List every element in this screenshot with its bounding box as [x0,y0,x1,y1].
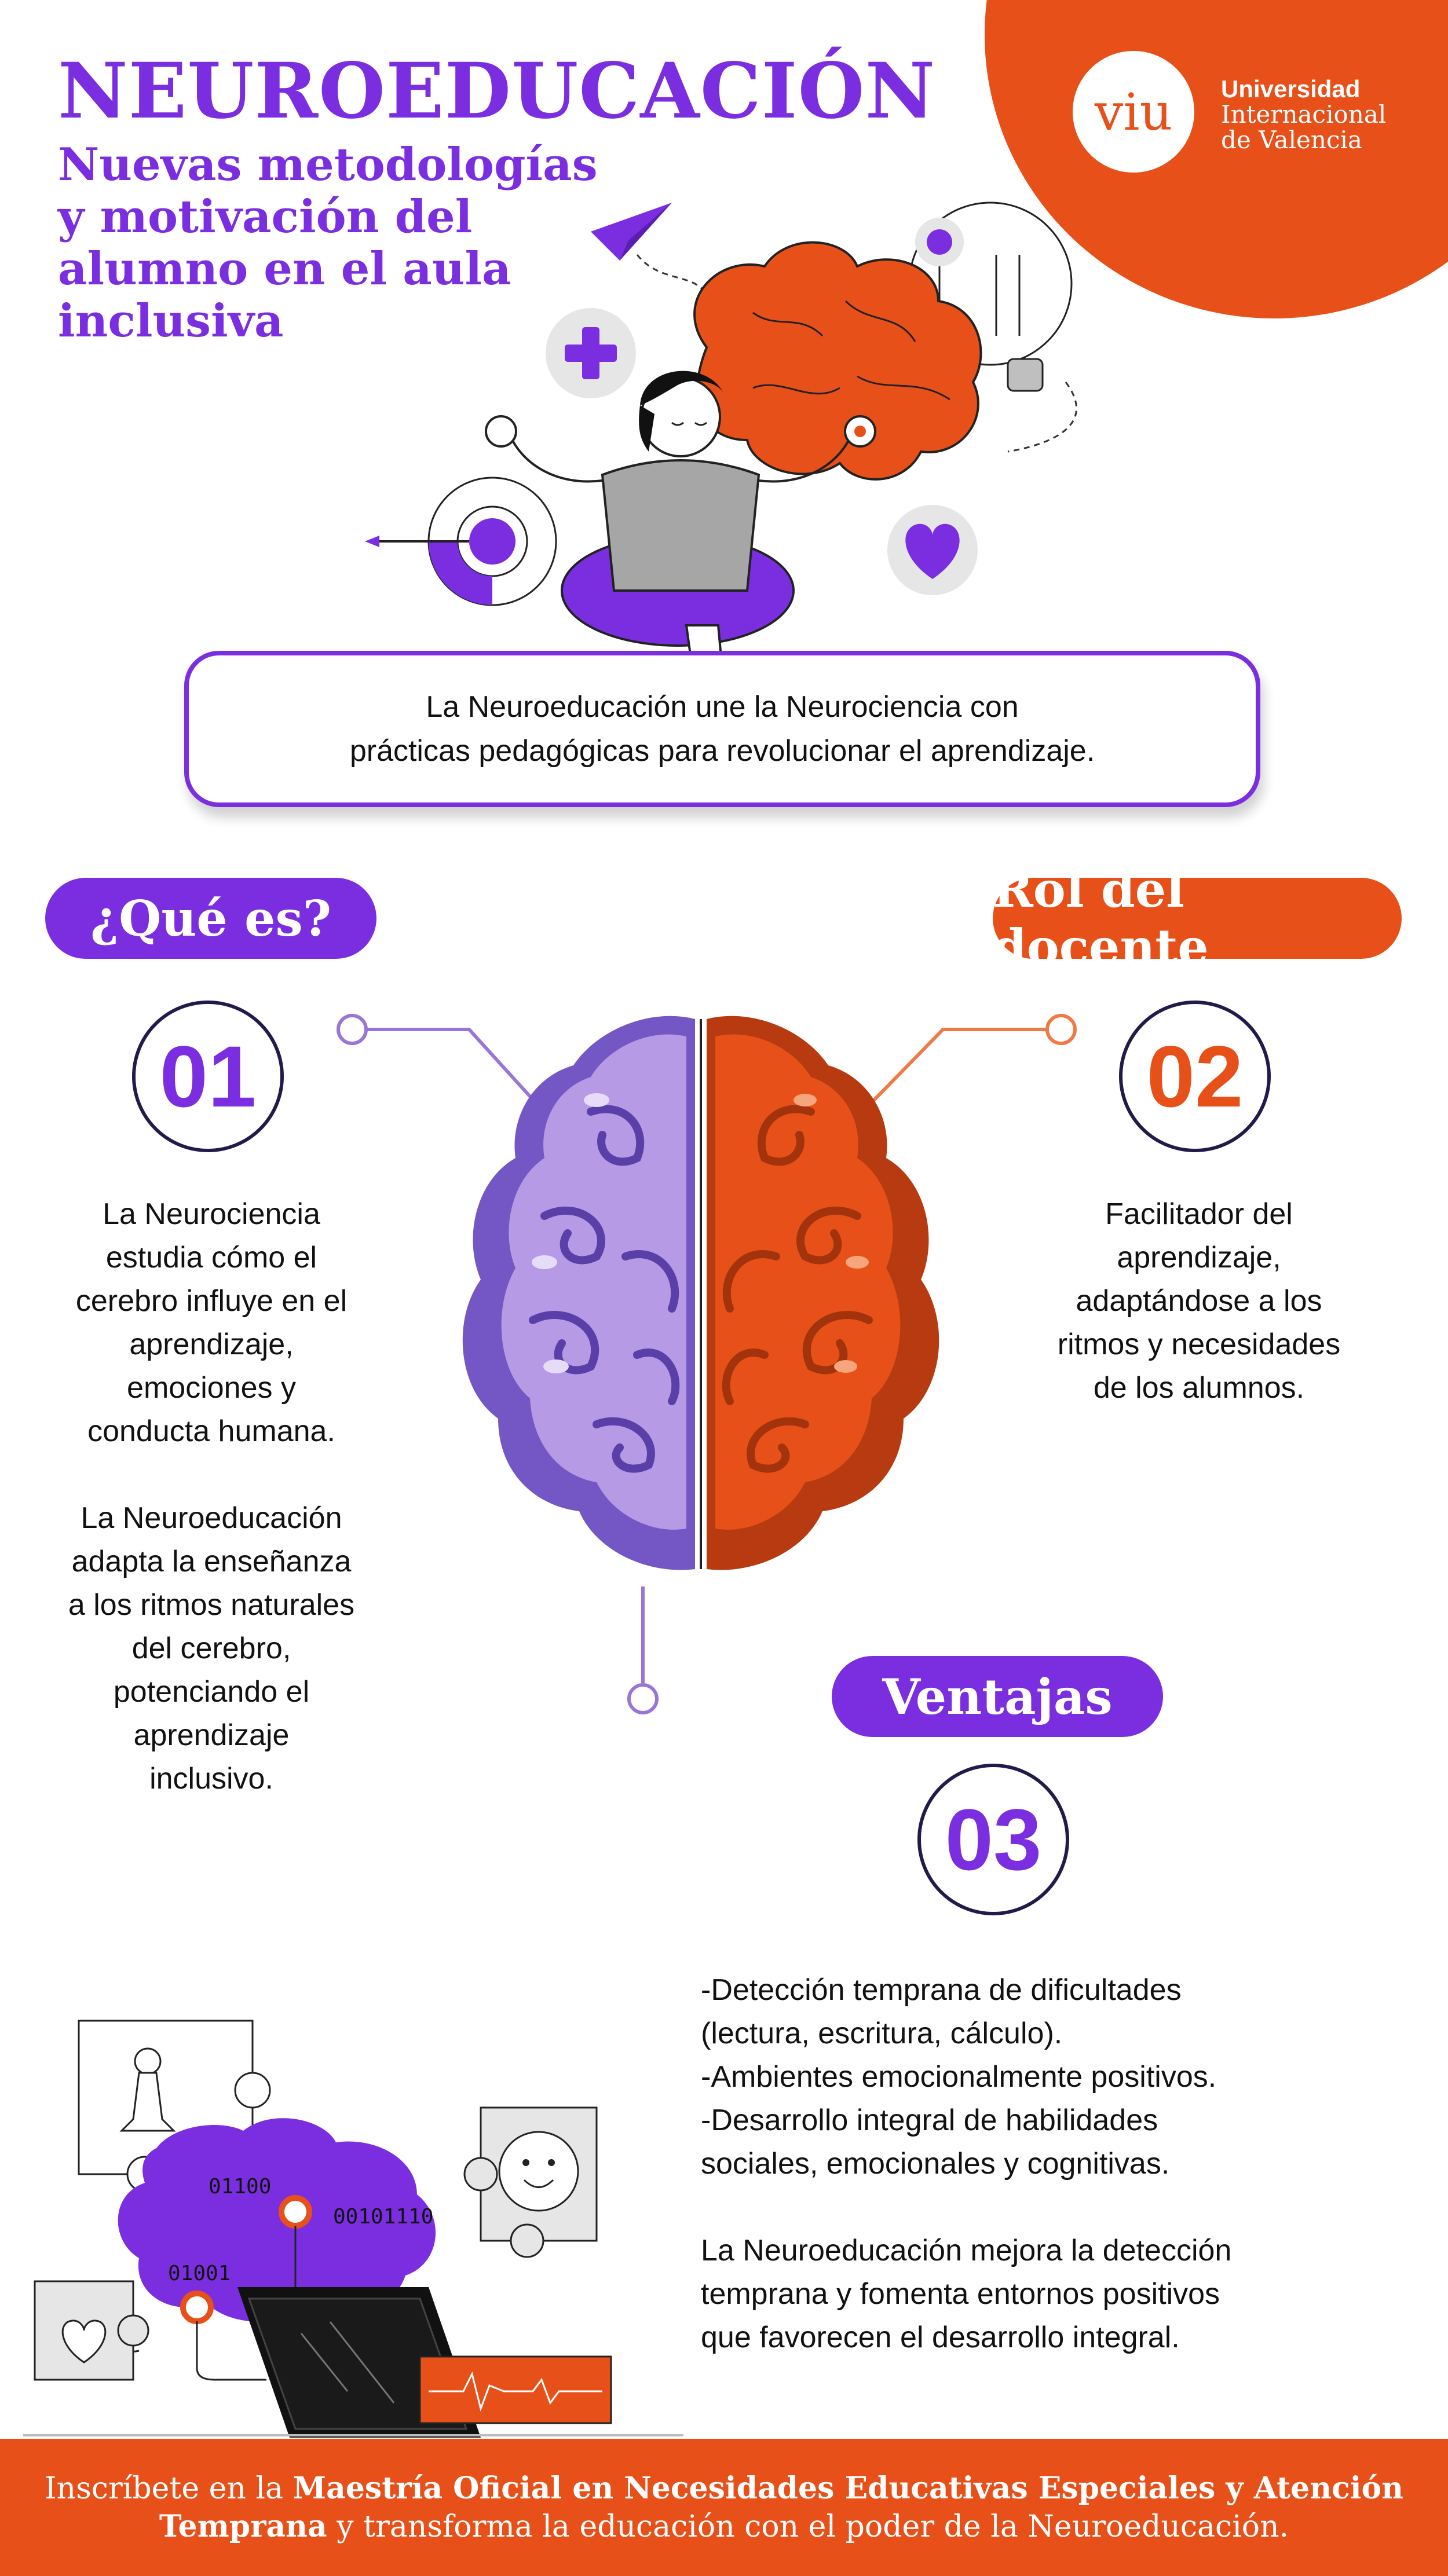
text-line: La Neurociencia [103,1197,320,1231]
section-label-rol-docente: Rol del docente [993,878,1402,959]
intro-line: prácticas pedagógicas para revolucionar el aprendizaje. [349,734,1095,768]
text-line: temprana y fomenta entornos positivos [701,2277,1220,2311]
text-line: potenciando el [113,1675,310,1709]
subtitle-line: Nuevas metodologías [58,138,598,191]
list-item: (lectura, escritura, cálculo). [701,2017,1063,2050]
network-node [281,2198,309,2226]
university-logo-name [1221,76,1386,153]
connector-line-right [851,1016,1075,1123]
text-line: del cerebro, [131,1632,291,1665]
section-number-03: 03 [917,1764,1069,1915]
ventajas-summary [701,2229,1407,2359]
heart-icon [887,505,978,595]
text-line: de los alumnos. [1093,1371,1305,1405]
page-title: NEUROEDUCACIÓN [58,46,936,136]
text-line: cerebro influye en el [75,1284,348,1318]
text-line: Facilitador del [1105,1197,1293,1231]
section-number-02: 02 [1119,1001,1271,1152]
text-line: La Neuroeducación mejora la detección [701,2234,1232,2267]
text-line: aprendizaje, [129,1328,294,1361]
text-line: La Neuroeducación [81,1501,342,1535]
list-item: -Detección temprana de dificultades [701,1973,1182,2007]
que-es-paragraph-2 [35,1497,388,1801]
list-item: -Desarrollo integral de habilidades [701,2104,1158,2137]
footer-line [45,2469,1403,2508]
footer-line [159,2508,1289,2546]
footer-text: Inscríbete en la [45,2471,293,2506]
text-line: estudia cómo el [105,1241,317,1274]
subtitle-line: alumno en el aula [58,243,511,295]
text-line: adapta la enseñanza [71,1545,352,1578]
text-line: aprendizaje, [1117,1241,1281,1274]
brain-laptop-illustration [23,2009,683,2438]
university-logo-mark: viu [1073,51,1194,173]
ventajas-list [701,1969,1407,2186]
network-node [183,2293,211,2321]
heart-puzzle-icon [35,2281,148,2380]
binary-label: 01100 [209,2175,272,2198]
section-label-que-es: ¿Qué es? [45,878,376,959]
section-label-ventajas: Ventajas [832,1656,1163,1737]
text-line: que favorecen el desarrollo integral. [701,2321,1180,2354]
text-line: ritmos y necesidades [1057,1328,1341,1361]
binary-label: 00101110 [333,2205,434,2229]
brain-left-hemisphere [463,1016,695,1570]
text-line: emociones y [127,1371,296,1405]
section-number-01: 01 [132,1001,284,1152]
text-line: aprendizaje [133,1718,290,1752]
meditation-illustration [348,185,1100,706]
footer-text: y transforma la educación con el poder de la Neuroeducación. [327,2509,1289,2544]
connector-line-left [338,1016,539,1106]
logo-name-line: de Valencia [1221,126,1362,154]
intro-line: La Neuroeducación une la Neurociencia con [426,690,1019,724]
logo-name-line: Internacional [1221,100,1387,129]
text-line: adaptándose a los [1076,1284,1322,1318]
subtitle-line: y motivación del [58,190,473,243]
connector-line-bottom [629,1586,657,1713]
intro-callout [184,651,1260,807]
text-line: conducta humana. [87,1415,335,1448]
text-line: inclusivo. [149,1762,273,1795]
central-brain-diagram [324,996,1135,1725]
list-item: sociales, emocionales y cognitivas. [701,2147,1170,2181]
paper-plane-icon [591,203,707,295]
plus-icon [546,308,636,398]
program-name: Temprana [159,2508,327,2544]
target-icon [365,478,556,605]
rol-docente-paragraph [1025,1193,1373,1410]
brain-illustration [694,243,981,479]
binary-label: 01001 [168,2262,231,2285]
list-item: -Ambientes emocionalmente positivos. [701,2060,1217,2094]
footer-cta-banner [0,2439,1448,2576]
que-es-paragraph-1 [35,1193,388,1453]
text-line: a los ritmos naturales [68,1588,355,1622]
program-name: Maestría Oficial en Necesidades Educativas Especiales y Atención [292,2470,1403,2506]
logo-name-line: Universidad [1221,75,1361,102]
subtitle-line: inclusiva [58,295,284,347]
smiley-puzzle-icon [465,2108,597,2257]
brain-right-hemisphere [707,1016,939,1570]
laptop-icon [237,2287,611,2438]
